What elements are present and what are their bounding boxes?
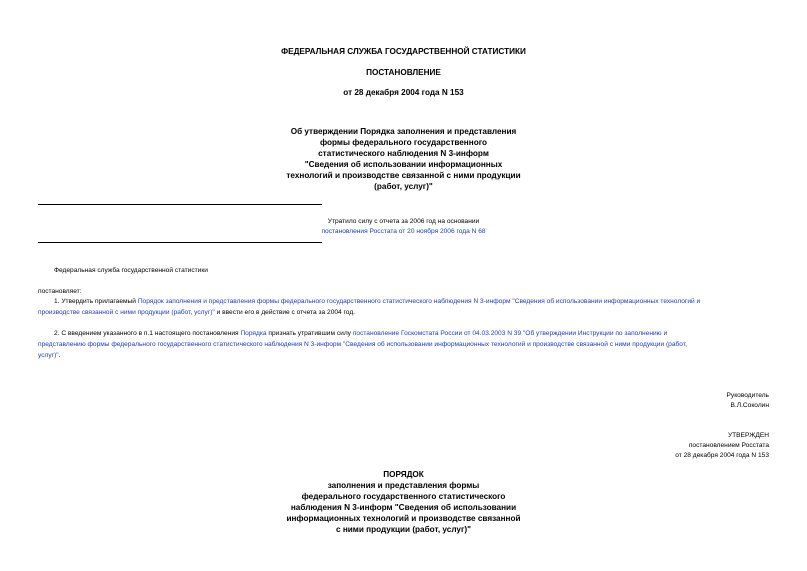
status-note-text: Утратило силу с отчета за 2006 год на основании [327,218,480,225]
procedure-heading: ПОРЯДОК [383,470,424,479]
p1-suffix: и ввести его в действие с отчета за 2004 год. [216,309,355,316]
divider-bottom [38,242,322,243]
signatory-role: Руководитель [726,392,769,399]
p2-prefix: 2. С введением указанного в п.1 настоящего постановления [54,330,239,337]
procedure-line-1: заполнения и представления формы [327,481,480,490]
divider-top [38,204,322,205]
paragraph-2-line-3 [38,352,60,359]
goskomstat-decree-link-end[interactable]: услуг)" [38,352,59,359]
approval-date: от 28 декабря 2004 года N 153 [675,452,769,459]
signatory-name: В.Л.Соколин [730,402,769,409]
paragraph-2-line-1 [54,330,667,337]
paragraph-1-line-1 [54,298,700,305]
title-line-2: формы федерального государственного [319,138,488,147]
title-line-5: технологий и производстве связанной с ними продукции [286,171,521,180]
paragraph-2-line-2[interactable]: представлению формы федерального государственного статистического наблюдения N 3-информ "Сведения об использовании информационных технологий и производстве связанной с ними продукции (работ, [38,341,687,348]
decree-word: постановляет: [38,288,82,295]
approval-by: постановлением Росстата [688,442,769,449]
agency-name: ФЕДЕРАЛЬНАЯ СЛУЖБА ГОСУДАРСТВЕННОЙ СТАТИСТИКИ [281,47,526,56]
p2-end: . [58,352,61,359]
status-note-link[interactable]: постановления Росстата от 20 ноября 2006 года N 68 [321,228,486,235]
title-line-6: (работ, услуг)" [374,182,433,191]
title-line-1: Об утверждении Порядка заполнения и представления [290,127,517,136]
approval-label: УТВЕРЖДЕН [727,432,769,439]
title-line-3: статистического наблюдения N 3-информ [318,149,489,158]
procedure-line-4: информационных технологий и производстве связанной [286,514,521,523]
p1-prefix: 1. Утвердить прилагаемый [54,298,136,305]
goskomstat-decree-link[interactable]: постановление Госкомстата России от 04.03.2003 N 39 "Об утверждении Инструкции по заполнению и [352,330,668,337]
procedure-link-continued[interactable]: производстве связанной с ними продукции (работ, услуг)" [38,309,215,316]
procedure-link[interactable]: Порядок заполнения и представления формы федерального государственного статистического наблюдения N 3-информ "Сведения об использовании информационных технологий и [137,298,701,305]
title-line-4: "Сведения об использовании информационных [304,160,503,169]
procedure-reference-link[interactable]: Порядка [240,330,267,337]
procedure-line-3: наблюдения N 3-информ "Сведения об использовании [290,503,517,512]
paragraph-1-line-2 [38,309,355,316]
document-type: ПОСТАНОВЛЕНИЕ [366,68,441,77]
issuer-name: Федеральная служба государственной статистики [54,267,208,274]
p2-mid: признать утратившим силу [268,330,351,337]
procedure-line-2: федерального государственного статистического [301,492,506,501]
procedure-line-5: с ними продукции (работ, услуг)" [336,525,471,534]
document-date: от 28 декабря 2004 года N 153 [343,88,464,97]
